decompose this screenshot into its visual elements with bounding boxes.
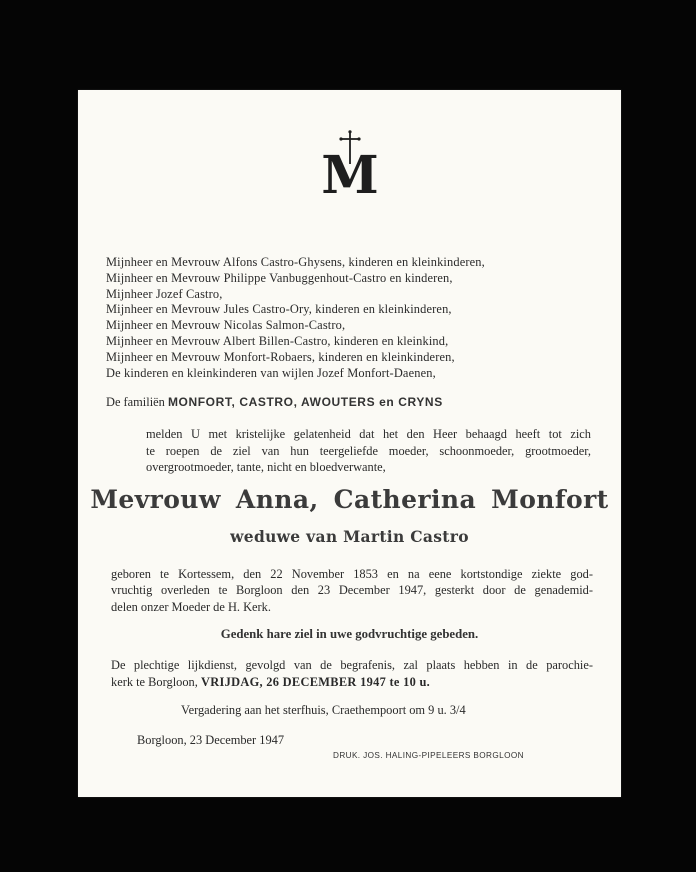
birth-death-details [111,566,593,615]
details-line: delen onzer Moeder de H. Kerk. [111,599,271,614]
family-line: De kinderen en kleinkinderen van wijlen Jozef Monfort-Daenen, [106,365,436,380]
mourning-card [78,90,621,797]
funeral-service [111,657,593,690]
service-line: De plechtige lijkdienst, gevolgd van de begrafenis, zal plaats hebben in de parochie- [111,658,593,672]
printer-credit: DRUK. JOS. HALING-PIPELEERS BORGLOON [333,751,524,760]
family-line: Mijnheer en Mevrouw Monfort-Robaers, kinderen en kleinkinderen, [106,349,455,364]
family-line: Mijnheer en Mevrouw Nicolas Salmon-Castro, [106,318,346,333]
meeting-info: Vergadering aan het sterfhuis, Craethempoort om 9 u. 3/4 [181,703,466,717]
family-line: Mijnheer Jozef Castro, [106,286,223,301]
announcement-line: melden U met kristelijke gelatenheid dat het den Heer behaagd heeft tot zich [146,427,591,441]
family-line: Mijnheer en Mevrouw Philippe Vanbuggenhout-Castro en kinderen, [106,270,453,285]
family-line: Mijnheer en Mevrouw Albert Billen-Castro, kinderen en kleinkind, [106,333,449,348]
deceased-name: Mevrouw Anna, Catherina Monfort [90,485,609,514]
families-line [106,395,606,410]
announcement-line: overgrootmoeder, tante, nicht en bloedverwante, [146,460,386,474]
service-datetime: VRIJDAG, 26 DECEMBER 1947 te 10 u. [200,674,431,689]
family-list [106,255,606,381]
place-date: Borgloon, 23 December 1947 [137,733,285,747]
monogram-letter: M [321,145,379,196]
details-line: vruchtig overleden te Borgloon den 23 December 1947, gesterkt door de genademid- [111,583,593,598]
service-location: kerk te Borgloon, [111,674,198,689]
service-line [111,674,593,691]
announcement-line: te roepen de ziel van hun teergeliefde moeder, schoonmoeder, grootmoeder, [146,443,591,458]
families-prefix: De familiën [106,395,165,409]
family-line: Mijnheer en Mevrouw Jules Castro-Ory, kinderen en kleinkinderen, [106,302,452,317]
widow-of: weduwe van Martin Castro [230,527,469,546]
family-line: Mijnheer en Mevrouw Alfons Castro-Ghysens, kinderen en kleinkinderen, [106,255,485,269]
marian-monogram [78,130,621,200]
prayer-request: Gedenk hare ziel in uwe godvruchtige gebeden. [220,627,479,641]
cross-m-monogram-icon [317,130,383,196]
details-line: geboren te Kortessem, den 22 November 1853 en na eene kortstondige ziekte god- [111,567,593,581]
families-names: MONFORT, CASTRO, AWOUTERS en CRYNS [167,395,443,409]
announcement [146,426,591,476]
